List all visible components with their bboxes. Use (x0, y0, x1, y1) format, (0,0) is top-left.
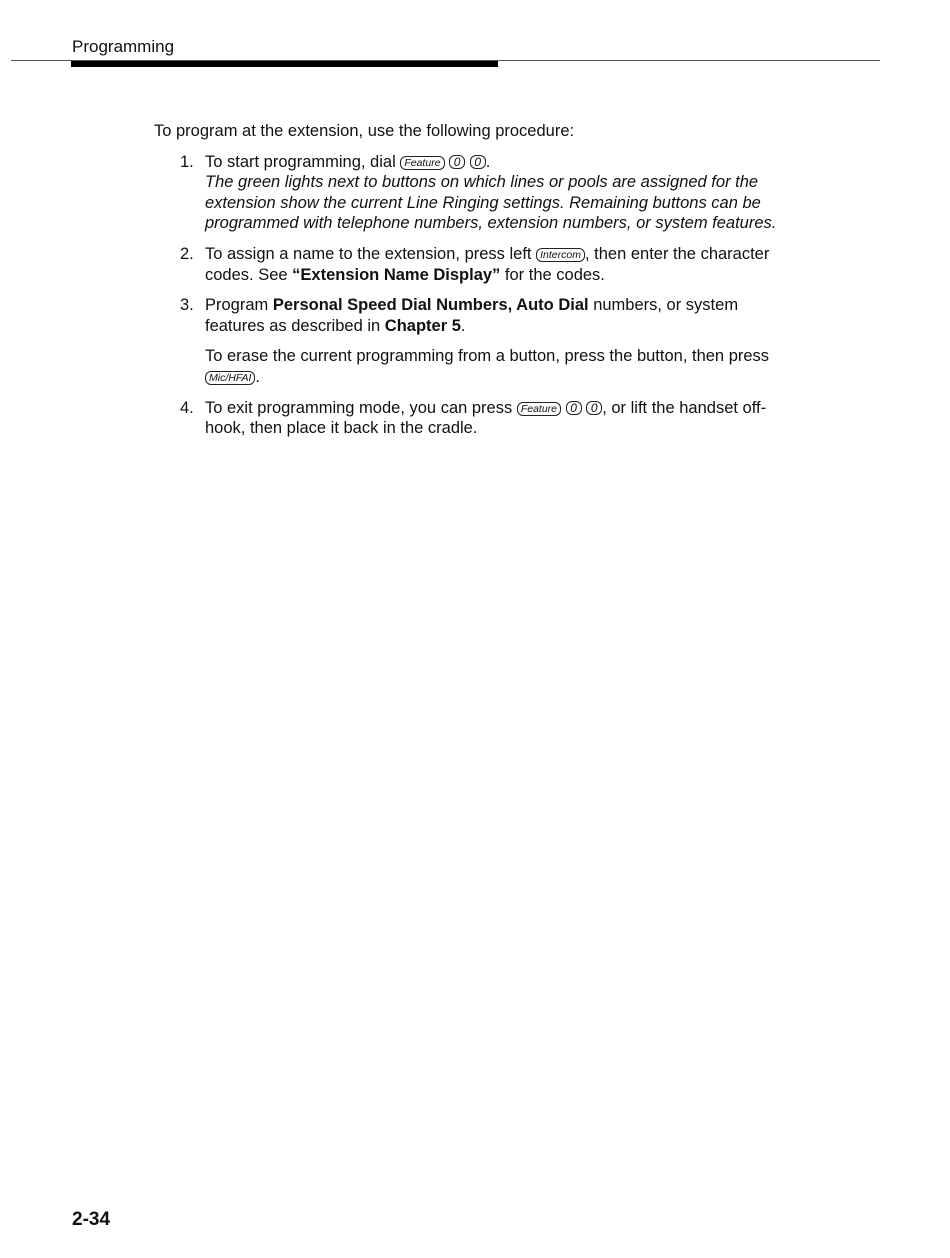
intro-text: To program at the extension, use the following procedure: (154, 122, 575, 140)
chapter-reference: Chapter 5 (384, 316, 461, 335)
step-text-middle: , then enter the character codes. See (205, 244, 770, 284)
step-text (205, 398, 794, 439)
step-text (205, 295, 794, 336)
step-text-after: . (460, 316, 466, 335)
step-number: 1. (180, 152, 194, 171)
section-title: Programming (72, 37, 175, 56)
step-number: 2. (180, 244, 194, 263)
step-4 (154, 398, 794, 439)
step-text-after: , or lift the handset off-hook, then place it back in the cradle. (205, 398, 767, 438)
feature-key-icon: Feature (400, 156, 444, 170)
intercom-key-icon: Intercom (536, 248, 585, 262)
step-3 (154, 295, 794, 387)
erase-instruction (205, 346, 794, 387)
step-text (205, 244, 794, 285)
header-bar (71, 61, 498, 67)
step-text-before: To exit programming mode, you can press (205, 398, 513, 417)
step-number: 3. (180, 296, 194, 315)
step-text-before: Program (205, 296, 269, 315)
feature-key-icon: Feature (517, 402, 561, 416)
step-text-after: . (485, 152, 491, 171)
digit-key-icon: 0 (566, 401, 582, 415)
step-2 (154, 244, 794, 285)
step-number: 4. (180, 398, 194, 417)
digit-key-icon: 0 (449, 155, 465, 169)
step-text-after: for the codes. (504, 265, 605, 284)
step-text-middle: numbers, or system features as described in (205, 296, 739, 335)
cross-reference: “Extension Name Display” (292, 265, 501, 284)
step-text-before: To start programming, dial (205, 152, 396, 171)
step-1 (154, 152, 794, 234)
main-content (154, 121, 794, 449)
digit-key-icon: 0 (470, 155, 486, 169)
step-note: The green lights next to buttons on which lines or pools are assigned for the extension show the current Line Ringing settings. Remaining buttons can be programmed with telephone numbers, extension numbers, or system features. (205, 173, 777, 233)
erase-after: . (255, 367, 260, 386)
mic-hfai-key-icon: Mic/HFAI (205, 371, 255, 385)
page-number: 2-34 (72, 1209, 111, 1230)
step-text (205, 152, 794, 173)
step-text-before: To assign a name to the extension, press left (205, 244, 532, 263)
digit-key-icon: 0 (586, 401, 602, 415)
erase-text: To erase the current programming from a button, press the button, then press (205, 347, 770, 366)
feature-names: Personal Speed Dial Numbers, Auto Dial (272, 296, 589, 315)
